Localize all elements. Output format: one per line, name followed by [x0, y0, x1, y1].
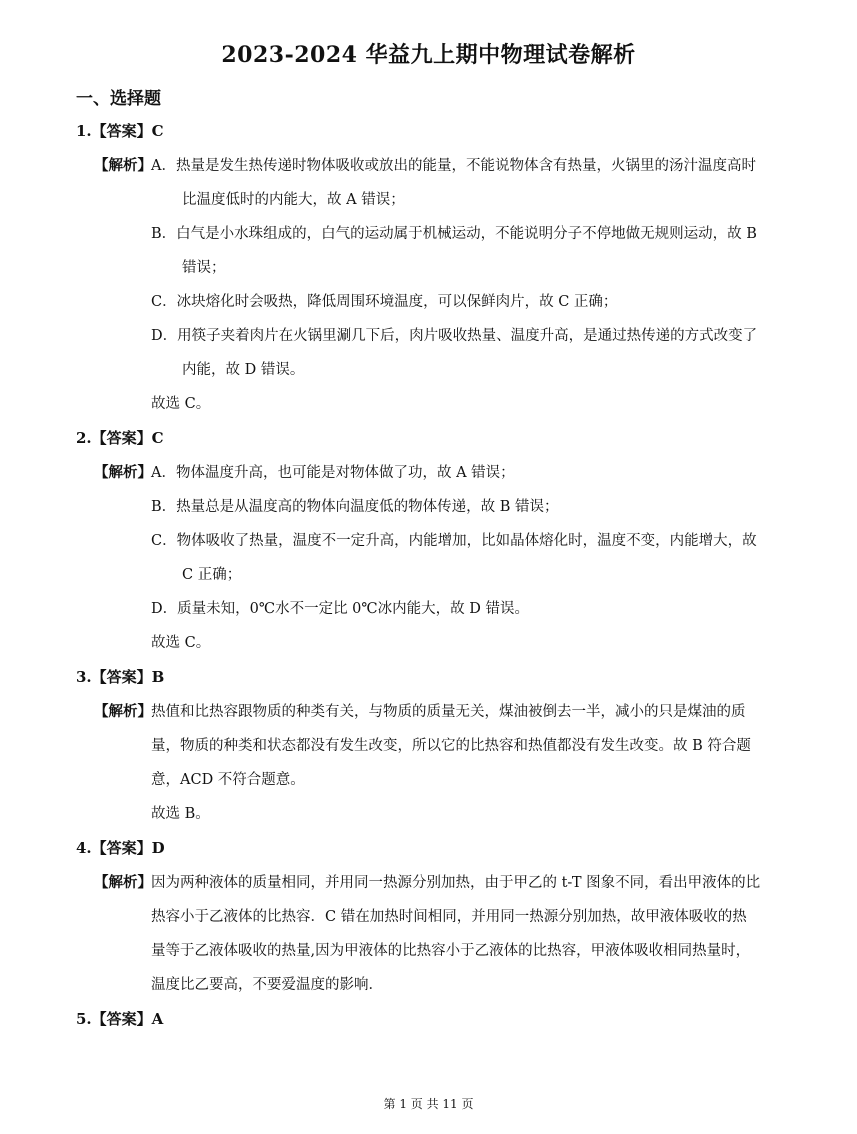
analysis-line: C．物体吸收了热量，温度不一定升高，内能增加，比如晶体熔化时，温度不变，内能增大，故 [151, 533, 757, 549]
analysis-line: D．质量未知，0℃水不一定比 0℃冰内能大，故 D 错误。 [151, 601, 529, 617]
analysis-line: 错误； [182, 260, 226, 276]
answer-heading: 5.【答案】A [76, 1010, 164, 1028]
analysis-line: C 正确； [182, 567, 242, 583]
answer-heading: 2.【答案】C [76, 429, 164, 447]
analysis-line: 比温度低时的内能大，故 A 错误； [182, 192, 405, 208]
document-title: 2023-2024 华益九上期中物理试卷解析 [221, 42, 636, 68]
analysis-line: B．热量总是从温度高的物体向温度低的物体传递，故 B 错误； [151, 499, 559, 515]
analysis-line: 内能，故 D 错误。 [182, 362, 305, 378]
analysis-label: 【解析】 [94, 703, 152, 720]
analysis-label: 【解析】 [94, 157, 152, 174]
analysis-conclusion: 故选 C。 [151, 396, 211, 412]
analysis-line: B．白气是小水珠组成的，白气的运动属于机械运动，不能说明分子不停地做无规则运动，故 B [151, 226, 757, 242]
page-number: 第 1 页 共 11 页 [383, 1097, 474, 1111]
analysis-line: A．热量是发生热传递时物体吸收或放出的能量，不能说物体含有热量，火锅里的汤汁温度高时 [151, 158, 756, 174]
analysis-line: 量等于乙液体吸收的热量,因为甲液体的比热容小于乙液体的比热容，甲液体吸收相同热量时， [151, 943, 751, 959]
analysis-conclusion: 故选 B。 [151, 806, 210, 822]
analysis-line: 热容小于乙液体的比热容．C 错在加热时间相同，并用同一热源分别加热，故甲液体吸收的热 [151, 909, 747, 925]
answer-heading: 4.【答案】D [76, 839, 165, 857]
section-heading: 一、选择题 [76, 89, 161, 109]
analysis-line: 热值和比热容跟物质的种类有关，与物质的质量无关，煤油被倒去一半，减小的只是煤油的质 [151, 704, 746, 720]
analysis-conclusion: 故选 C。 [151, 635, 211, 651]
analysis-line: 量，物质的种类和状态都没有发生改变，所以它的比热容和热值都没有发生改变。故 B 符合题 [151, 738, 751, 754]
answer-heading: 1.【答案】C [76, 122, 164, 140]
analysis-line: C．冰块熔化时会吸热，降低周围环境温度，可以保鲜肉片，故 C 正确； [151, 294, 618, 310]
analysis-line: D．用筷子夹着肉片在火锅里涮几下后，肉片吸收热量、温度升高，是通过热传递的方式改变了 [151, 328, 758, 344]
analysis-line: 温度比乙要高，不要爱温度的影响． [151, 977, 383, 993]
answer-heading: 3.【答案】B [76, 668, 165, 686]
analysis-label: 【解析】 [94, 874, 152, 891]
analysis-line: A．物体温度升高，也可能是对物体做了功，故 A 错误； [151, 465, 515, 481]
analysis-line: 因为两种液体的质量相同，并用同一热源分别加热，由于甲乙的 t-T 图象不同，看出甲液体的比 [151, 875, 761, 891]
analysis-line: 意，ACD 不符合题意。 [151, 772, 305, 788]
analysis-label: 【解析】 [94, 464, 152, 481]
